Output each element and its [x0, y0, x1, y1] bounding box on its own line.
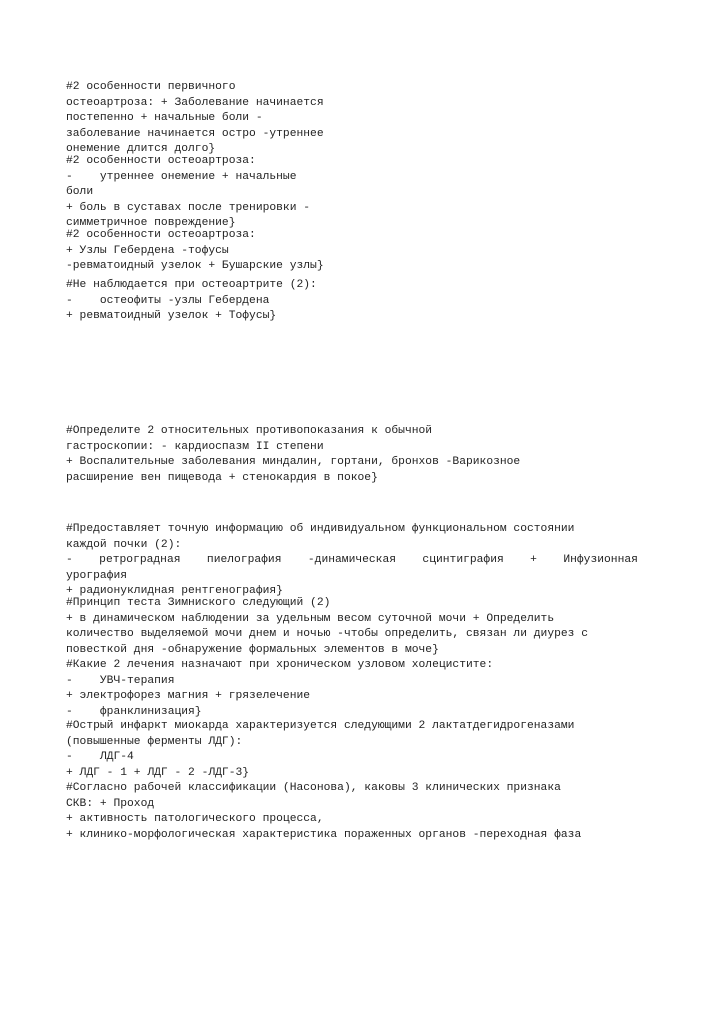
question-block-5	[66, 424, 520, 486]
word: Инфузионная	[563, 554, 638, 566]
text-line: урография	[66, 569, 128, 582]
text-line: - утреннее онемение + начальные	[66, 170, 297, 183]
text-line: гастроскопии: - кардиоспазм II степени	[66, 440, 324, 453]
text-line: - УВЧ-терапия	[66, 674, 175, 687]
question-block-4	[66, 278, 317, 325]
question-block-3	[66, 228, 324, 275]
text-line: + клинико-морфологическая характеристика пораженных органов -переходная фаза	[66, 828, 582, 841]
text-line: расширение вен пищевода + стенокардия в покое}	[66, 471, 378, 484]
text-line: #Острый инфаркт миокарда характеризуется следующими 2 лактатдегидрогеназами	[66, 720, 575, 732]
text-line: + боль в суставах после тренировки -	[66, 201, 311, 214]
text-line-justified	[66, 553, 638, 569]
text-line: каждой почки (2):	[66, 538, 182, 551]
question-block-10	[66, 781, 581, 843]
text-line: онемение длится долго}	[66, 143, 216, 155]
question-block-8	[66, 658, 493, 720]
text-line: #Предоставляет точную информацию об индивидуальном функциональном состоянии	[66, 523, 575, 535]
text-line: + ревматоидный узелок + Тофусы}	[66, 310, 277, 322]
text-line: + ЛДГ - 1 + ЛДГ - 2 -ЛДГ-3}	[66, 766, 250, 779]
word: пиелография	[206, 554, 282, 566]
text-line: + в динамическом наблюдении за удельным весом суточной мочи + Определить	[66, 612, 555, 625]
text-line: + активность патологического процесса,	[66, 813, 324, 825]
word: -динамическая	[307, 554, 397, 566]
text-line: - ЛДГ-4	[66, 751, 134, 763]
question-block-7	[66, 596, 588, 658]
question-block-6	[66, 522, 638, 600]
text-line: -ревматоидный узелок + Бушарские узлы}	[66, 260, 324, 272]
text-line: #2 особенности первичного	[66, 81, 236, 93]
question-block-1	[66, 80, 324, 158]
text-line: + Узлы Гебердена -тофусы	[66, 244, 229, 257]
text-line: #Какие 2 лечения назначают при хроническом узловом холецистите:	[66, 659, 494, 671]
text-line: #2 особенности остеоартроза:	[66, 229, 256, 241]
word: ретроградная	[99, 554, 181, 566]
text-line: заболевание начинается остро -утреннее	[66, 127, 324, 140]
word: -	[66, 554, 73, 566]
text-line: постепенно + начальные боли -	[66, 112, 263, 124]
word: +	[530, 554, 537, 566]
text-line: #Согласно рабочей классификации (Насонова), каковы 3 клинических признака	[66, 782, 561, 794]
text-line: + радионуклидная рентгенография}	[66, 585, 283, 597]
text-line: + электрофорез магния + грязелечение	[66, 690, 311, 702]
word: сцинтиграфия	[422, 554, 504, 566]
text-line: + Воспалительные заболевания миндалин, гортани, бронхов -Варикозное	[66, 456, 521, 468]
text-line: симметричное повреждение}	[66, 217, 236, 229]
text-line: СКВ: + Проход	[66, 797, 155, 810]
text-line: остеоартроза: + Заболевание начинается	[66, 96, 324, 109]
text-line: количество выделяемой мочи днем и ночью -чтобы определить, связан ли диурез с	[66, 628, 589, 640]
text-line: повесткой дня -обнаружение формальных элементов в моче}	[66, 643, 439, 656]
text-line: #Не наблюдается при остеоартрите (2):	[66, 279, 317, 291]
text-line: #2 особенности остеоартроза:	[66, 155, 256, 167]
text-line: #Принцип теста Зимниского следующий (2)	[66, 597, 331, 609]
text-line: боли	[66, 186, 94, 198]
text-line: (повышенные ферменты ЛДГ):	[66, 735, 243, 748]
text-line: - франклинизация}	[66, 705, 202, 718]
text-line: - остеофиты -узлы Гебердена	[66, 294, 270, 307]
question-block-9	[66, 719, 574, 781]
text-line: #Определите 2 относительных противопоказания к обычной	[66, 425, 433, 437]
question-block-2	[66, 154, 310, 232]
